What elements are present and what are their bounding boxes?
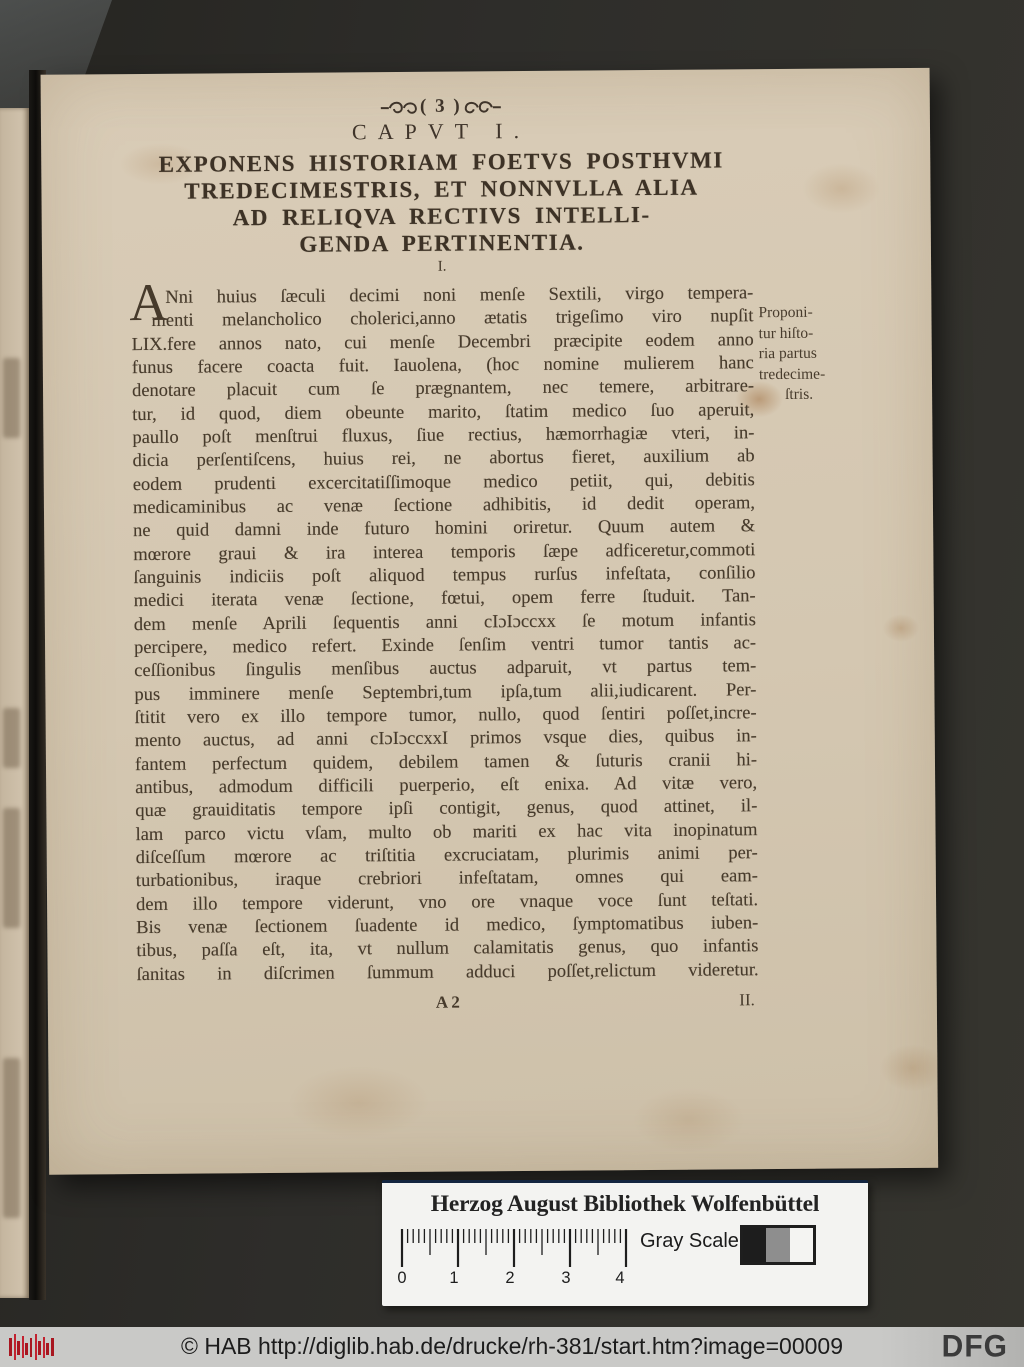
body-line: paullo poſt menſtrui fluxus, ſiue rectius, hæmorrhagiæ vteri, in- xyxy=(132,423,755,449)
fleuron-left-icon xyxy=(380,100,420,116)
page-edge-text-smudge xyxy=(3,808,20,928)
body-line: Nni huius ſæculi decimi noni menſe Sextili, virgo tempera- xyxy=(165,283,754,308)
body-line: diſceſſum mœrore ac triſtitia excruciatam, plurimis animi per- xyxy=(135,843,758,868)
ruler-icon xyxy=(398,1229,630,1269)
ruler-number: 3 xyxy=(561,1269,571,1287)
margin-note-line: tredecime- xyxy=(758,365,826,383)
margin-note-line: ſtris. xyxy=(785,385,814,403)
chapter-heading: CAPVT I. xyxy=(351,117,531,145)
body-line: tur, id quod, diem obeunte marito, ſtatim medico ſuo aperuit, xyxy=(132,399,755,425)
ruler-number: 2 xyxy=(505,1269,515,1287)
gray-scale-patches xyxy=(740,1225,816,1265)
margin-note-line: ria partus xyxy=(758,344,817,363)
body-line: Bis venæ ſectionem ſuadente id medico, ſymptomatibus iuben- xyxy=(136,913,759,938)
body-line: medici iterata venæ ſectione, fœtui, opem ferre ſtuduit. Tan- xyxy=(133,586,756,612)
gray-scale-patch-black xyxy=(743,1228,766,1262)
body-line: ſanitas in diſcrimen ſummum adduci poſſet,relictum videretur. xyxy=(136,959,759,985)
body-line: dem menſe Aprili ſequentis anni cIɔIɔccxx ſe motum infantis xyxy=(133,609,756,635)
body-line: ne quid damni inde futuro homini oriretur. Quum autem & xyxy=(133,516,756,542)
gray-scale-label: Gray Scale xyxy=(640,1230,739,1252)
book-page xyxy=(41,68,939,1175)
footer-bar xyxy=(0,1327,1024,1367)
body-line: ceſſionibus ſingulis menſibus auctus adparuit, vt partus tem- xyxy=(134,656,757,682)
color-reference-card xyxy=(382,1180,868,1306)
margin-note-line: Proponi- xyxy=(758,303,813,322)
body-line: quæ grauiditatis tempore ipſi contigit, genus, quod attinet, il- xyxy=(135,796,758,822)
body-line: medicaminibus ac venæ ſectione adhibitis, id dedit operam, xyxy=(132,493,756,519)
library-name: Herzog August Bibliothek Wolfenbüttel xyxy=(430,1191,820,1217)
chapter-title-line: GENDA PERTINENTIA. xyxy=(299,229,585,257)
ruler-number: 1 xyxy=(449,1269,459,1287)
body-line: dicia perſentiſcens, huius rei, ne abortus fieret, auxilium ab xyxy=(132,446,755,472)
catchword: II. xyxy=(739,990,755,1010)
drop-cap: A xyxy=(129,273,168,333)
body-line: ſanguinis indiciis poſt aliquod tempus rurſus infeſtata, conſilio xyxy=(133,563,756,589)
body-line: mœrore graui & ira interea temporis ſæpe adficeretur,commoti xyxy=(133,539,756,565)
body-line: menti melancholico cholerici,anno ætatis trigeſimo viro nupſit xyxy=(151,306,754,332)
page-edge-text-smudge xyxy=(3,708,20,768)
body-line: pus imminere menſe Septembri,tum ipſa,tum alii,iudicarent. Per- xyxy=(134,679,757,705)
body-line: mento auctus, ad anni cIɔIɔccxxI primos vsque dies, quibus in- xyxy=(134,726,757,752)
ruler-numbers xyxy=(398,1269,630,1289)
body-line: percipere, medico refert. Exinde ſenſim ventri tumor tantis ac- xyxy=(133,633,757,659)
previous-page-edge xyxy=(0,108,30,1298)
body-line: turbationibus, iraque crebriori infeſtatam, omnes qui eam- xyxy=(135,866,758,892)
body-line: lam parco victu vſam, multo ob mariti ex hac vita inopinatum xyxy=(135,819,758,845)
signature-mark: A 2 xyxy=(435,992,460,1012)
body-line: tibus, paſſa eſt, ita, vt nullum calamitatis genus, quo infantis xyxy=(136,936,759,962)
body-line: antibus, admodum difficili puerperio, eſt enixa. Ad vitæ vero, xyxy=(135,773,758,798)
body-line: dem illo tempore viderunt, vno ore vnaque voce ſunt teſtati. xyxy=(135,889,759,915)
body-line: ſtitit vero ex illo tempore tumor, nullo, quod ſentiri poſſet,incre- xyxy=(134,703,757,728)
body-line: fantem perfectum quidem, debilem tamen & ſuturis cranii hi- xyxy=(134,749,758,775)
page-number: ( 3 ) xyxy=(419,95,462,117)
body-line: eodem prudenti excercitatiſſimoque medico petiit, qui, debitis xyxy=(132,469,755,495)
body-line: funus facere coacta fuit. Iauolena, (hoc nomine mulierem hanc xyxy=(131,353,754,379)
margin-note xyxy=(758,302,877,405)
dfg-logo: DFG xyxy=(941,1328,1008,1364)
body-line: LIX.fere annos nato, cui menſe Decembri præcipite eodem anno xyxy=(131,329,754,355)
fleuron-right-icon xyxy=(462,99,502,115)
gray-scale-patch-white xyxy=(790,1228,813,1262)
ruler-number: 4 xyxy=(615,1269,625,1287)
copyright-url: © HAB http://diglib.hab.de/drucke/rh-381/start.htm?image=00009 xyxy=(181,1333,843,1359)
page-edge-text-smudge xyxy=(3,358,20,438)
text-column xyxy=(130,69,761,1174)
gray-scale-patch-gray xyxy=(766,1228,789,1262)
chapter-title-line: AD RELIQVA RECTIVS INTELLI- xyxy=(232,202,651,231)
chapter-title-line: EXPONENS HISTORIAM FOETVS POSTHVMI xyxy=(158,147,724,177)
chapter-title-line: TREDECIMESTRIS, ET NONNVLLA ALIA xyxy=(184,174,699,204)
page-edge-text-smudge xyxy=(3,1058,20,1218)
margin-note-line: tur hiſto- xyxy=(758,324,814,342)
section-number: I. xyxy=(437,258,447,275)
body-line: denotare placuit cum ſe prægnantem, nec temere, arbitrare- xyxy=(131,376,755,402)
ruler-number: 0 xyxy=(397,1269,407,1287)
